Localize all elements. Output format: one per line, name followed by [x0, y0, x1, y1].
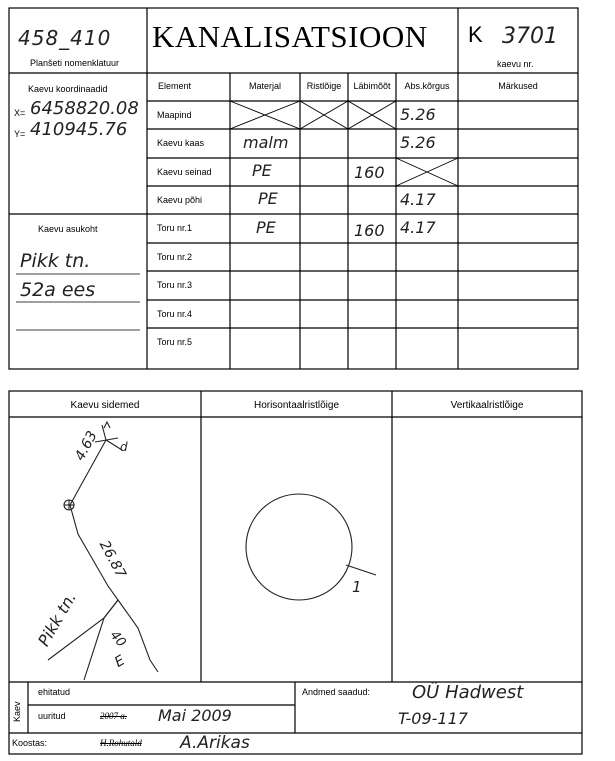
author-struck: H.Rohutald [100, 738, 142, 748]
author-label: Koostas: [12, 738, 48, 748]
y-coordinate: 410945.76 [30, 119, 128, 140]
coordinates-label: Kaevu koordinaadid [28, 84, 108, 94]
header-diameter: Läbimõõt [353, 81, 391, 91]
cross-section-label: 1 [352, 578, 362, 596]
sheet-number: 458_410 [18, 26, 112, 50]
row-element: Toru nr.3 [157, 280, 193, 290]
header-notes: Märkused [498, 81, 538, 91]
header-element: Element [157, 81, 192, 91]
x-prefix: X= [14, 108, 26, 118]
tie-distance-3: 40 [106, 628, 129, 651]
surveyed-date: Mai 2009 [158, 706, 232, 725]
street-label: Pikk tn. [34, 588, 81, 650]
form-title: KANALISATSIOON [152, 19, 428, 54]
location-label: Kaevu asukoht [38, 224, 98, 234]
cell-material: malm [243, 133, 289, 152]
data-source-ref: T-09-117 [398, 709, 468, 728]
surveyed-label: uuritud [38, 711, 66, 721]
cell-height: 5.26 [400, 133, 436, 152]
location-street: Pikk tn. [20, 250, 91, 272]
sheet-label: Planšeti nomenklatuur [30, 58, 120, 68]
well-prefix: K [468, 22, 483, 47]
cell-diameter: 160 [354, 163, 385, 182]
well-number: 3701 [502, 24, 558, 49]
header-abs-height: Abs.kõrgus [404, 81, 450, 91]
cell-material: PE [258, 189, 278, 208]
data-source-label: Andmed saadud: [302, 687, 371, 697]
cell-material: PE [252, 161, 272, 180]
vertical-header: Vertikaalristlõige [450, 400, 524, 411]
row-element: Toru nr.4 [157, 309, 193, 319]
header-cross-section: Ristlõige [306, 81, 342, 91]
x-coordinate: 6458820.08 [30, 98, 139, 119]
data-source-company: OÜ Hadwest [412, 682, 524, 703]
row-element: Kaevu seinad [157, 167, 212, 177]
horizontal-header: Horisontaalristlõige [253, 400, 340, 411]
author-name: A.Arikas [180, 733, 250, 753]
well-label: kaevu nr. [497, 59, 534, 69]
surveyed-struck: 2007 a. [100, 711, 127, 721]
ties-header: Kaevu sidemed [70, 400, 140, 411]
tie-distance-2: 26.87 [95, 538, 129, 581]
pipe-label: E [112, 652, 128, 671]
cell-diameter: 160 [354, 221, 385, 240]
built-label: ehitatud [38, 687, 71, 697]
location-number: 52a ees [20, 279, 96, 301]
cell-material: PE [256, 218, 276, 237]
cell-height: 4.17 [400, 218, 436, 237]
row-element: Kaevu kaas [157, 138, 205, 148]
y-prefix: Y= [14, 129, 26, 139]
kaev-label: Kaev [12, 701, 22, 722]
row-element: Toru nr.1 [157, 223, 193, 233]
tie-distance-1: 4.63 [72, 428, 101, 464]
north-mark: d [120, 440, 128, 454]
row-element: Kaevu põhi [157, 195, 203, 205]
row-element: Toru nr.2 [157, 252, 193, 262]
row-element: Toru nr.5 [157, 337, 193, 347]
row-element: Maapind [157, 110, 192, 120]
cell-height: 5.26 [400, 105, 436, 124]
header-material: Materjal [248, 81, 281, 91]
cell-height: 4.17 [400, 190, 436, 209]
